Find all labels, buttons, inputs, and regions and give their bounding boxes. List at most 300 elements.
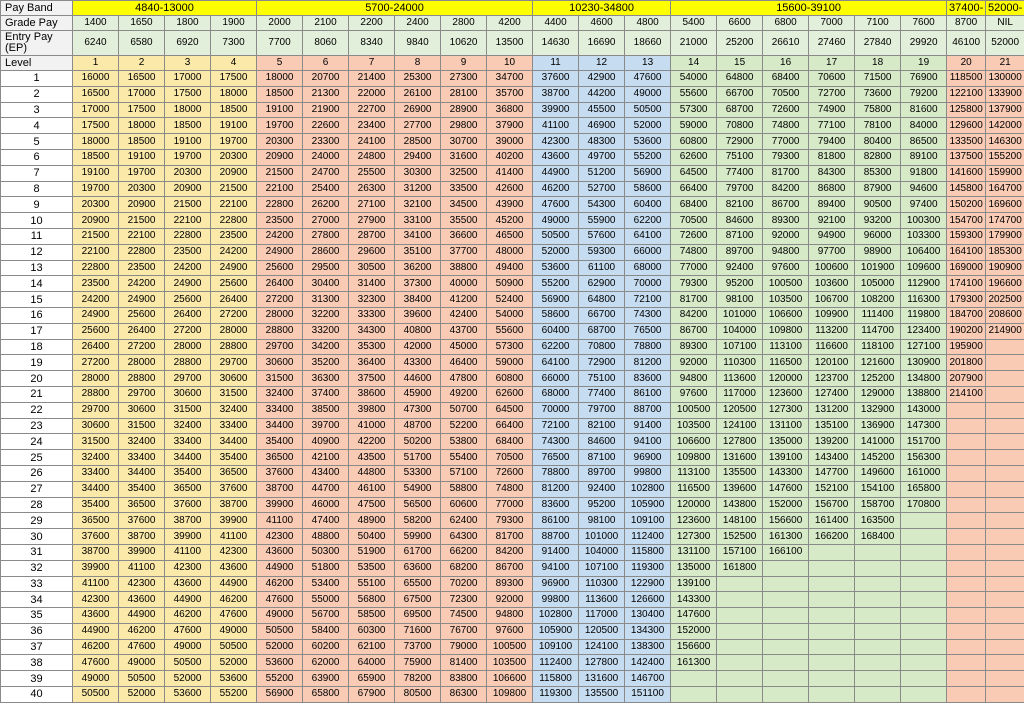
level-header-cell: 13 — [625, 56, 671, 71]
pay-cell: 62200 — [533, 339, 579, 355]
pay-cell: 81700 — [487, 529, 533, 545]
pay-cell: 32300 — [349, 292, 395, 308]
pay-cell: 35400 — [119, 481, 165, 497]
pay-cell: 27300 — [441, 71, 487, 87]
pay-cell: 81200 — [533, 481, 579, 497]
pay-cell: 16000 — [73, 71, 119, 87]
pay-cell: 132900 — [855, 402, 901, 418]
pay-cell: 86300 — [441, 687, 487, 703]
pay-cell: 28000 — [73, 371, 119, 387]
pay-cell: 68000 — [625, 260, 671, 276]
pay-cell: 44800 — [349, 465, 395, 481]
pay-cell: 29700 — [211, 355, 257, 371]
pay-cell: 39900 — [165, 529, 211, 545]
pay-cell: 53600 — [533, 260, 579, 276]
pay-cell: 18500 — [165, 118, 211, 134]
pay-cell: 27200 — [73, 355, 119, 371]
pay-cell: 70600 — [809, 71, 855, 87]
pay-cell: 75800 — [855, 102, 901, 118]
grade-pay-cell: 7600 — [901, 16, 947, 31]
pay-cell — [986, 481, 1024, 497]
pay-cell: 43600 — [73, 608, 119, 624]
pay-cell: 106700 — [809, 292, 855, 308]
pay-cell: 44200 — [579, 86, 625, 102]
pay-cell: 166100 — [763, 544, 809, 560]
pay-cell: 46200 — [165, 608, 211, 624]
grade-pay-cell: 7100 — [855, 16, 901, 31]
pay-cell: 79300 — [763, 149, 809, 165]
pay-cell: 49000 — [165, 639, 211, 655]
pay-cell: 152000 — [671, 623, 717, 639]
pay-cell: 34700 — [487, 71, 533, 87]
pay-cell: 63900 — [303, 671, 349, 687]
pay-cell: 134300 — [625, 623, 671, 639]
pay-cell: 21500 — [73, 228, 119, 244]
grade-pay-cell: 4600 — [579, 16, 625, 31]
pay-cell: 27200 — [119, 339, 165, 355]
pay-cell — [809, 608, 855, 624]
pay-cell: 41100 — [165, 544, 211, 560]
pay-cell: 31200 — [395, 181, 441, 197]
pay-matrix-row — [1, 244, 1024, 260]
pay-cell: 28000 — [211, 323, 257, 339]
pay-cell: 170800 — [901, 497, 947, 513]
pay-cell: 42900 — [579, 71, 625, 87]
pay-cell: 49700 — [579, 149, 625, 165]
pay-cell: 86700 — [487, 560, 533, 576]
pay-cell: 83600 — [533, 497, 579, 513]
pay-cell — [901, 655, 947, 671]
pay-cell: 131100 — [671, 544, 717, 560]
entry-pay-cell: 26610 — [763, 31, 809, 56]
pay-cell: 100500 — [487, 639, 533, 655]
pay-cell: 27800 — [303, 228, 349, 244]
pay-cell: 18500 — [73, 149, 119, 165]
pay-cell: 190200 — [947, 323, 986, 339]
pay-cell: 19100 — [73, 165, 119, 181]
pay-cell: 22800 — [119, 244, 165, 260]
pay-cell: 22100 — [211, 197, 257, 213]
pay-cell: 94800 — [763, 244, 809, 260]
pay-cell — [986, 592, 1024, 608]
pay-cell: 48800 — [303, 529, 349, 545]
pay-cell: 31400 — [349, 276, 395, 292]
level-header-cell: 14 — [671, 56, 717, 71]
pay-cell: 202500 — [986, 292, 1024, 308]
pay-cell: 71600 — [395, 623, 441, 639]
pay-cell: 94900 — [809, 228, 855, 244]
pay-cell: 50900 — [487, 276, 533, 292]
pay-cell: 161800 — [717, 560, 763, 576]
pay-cell: 44900 — [533, 165, 579, 181]
pay-cell: 26900 — [395, 102, 441, 118]
pay-cell: 75900 — [395, 655, 441, 671]
pay-cell: 120000 — [763, 371, 809, 387]
row-index-cell: 20 — [1, 371, 73, 387]
pay-cell: 70000 — [625, 276, 671, 292]
pay-cell: 161300 — [763, 529, 809, 545]
pay-cell: 161300 — [671, 655, 717, 671]
pay-cell: 24800 — [349, 149, 395, 165]
pay-cell — [809, 687, 855, 703]
pay-cell: 37600 — [257, 465, 303, 481]
pay-cell: 27200 — [257, 292, 303, 308]
pay-cell: 52000 — [533, 244, 579, 260]
pay-cell: 41000 — [349, 418, 395, 434]
pay-cell: 31600 — [441, 149, 487, 165]
pay-cell: 32200 — [303, 307, 349, 323]
pay-cell: 29800 — [441, 118, 487, 134]
pay-cell: 74300 — [625, 307, 671, 323]
pay-cell: 68700 — [579, 323, 625, 339]
pay-cell: 78800 — [625, 339, 671, 355]
pay-cell: 47600 — [211, 608, 257, 624]
pay-cell: 37600 — [165, 497, 211, 513]
pay-cell: 25500 — [349, 165, 395, 181]
pay-cell: 84200 — [671, 307, 717, 323]
pay-cell: 83800 — [441, 671, 487, 687]
pay-cell: 134800 — [901, 371, 947, 387]
pay-cell: 42600 — [487, 181, 533, 197]
pay-cell: 56700 — [303, 608, 349, 624]
pay-cell: 85300 — [855, 165, 901, 181]
pay-cell: 27700 — [395, 118, 441, 134]
level-row — [1, 56, 1024, 71]
pay-cell: 106600 — [487, 671, 533, 687]
pay-cell: 40800 — [395, 323, 441, 339]
pay-cell: 30600 — [211, 371, 257, 387]
pay-cell: 151100 — [625, 687, 671, 703]
grade-pay-cell: 2200 — [349, 16, 395, 31]
pay-cell: 87900 — [855, 181, 901, 197]
pay-cell: 143400 — [809, 450, 855, 466]
pay-cell: 19100 — [165, 134, 211, 150]
pay-cell: 130400 — [625, 608, 671, 624]
pay-cell: 116600 — [809, 339, 855, 355]
pay-cell: 37900 — [487, 118, 533, 134]
grade-pay-cell: 2400 — [395, 16, 441, 31]
pay-cell: 72300 — [441, 592, 487, 608]
pay-cell: 113100 — [763, 339, 809, 355]
pay-cell — [901, 671, 947, 687]
pay-cell: 65500 — [395, 576, 441, 592]
pay-cell: 141000 — [855, 434, 901, 450]
pay-cell: 39900 — [533, 102, 579, 118]
pay-cell: 127800 — [717, 434, 763, 450]
pay-cell: 63600 — [395, 560, 441, 576]
pay-cell: 74800 — [671, 244, 717, 260]
pay-cell: 43600 — [257, 544, 303, 560]
pay-cell — [986, 671, 1024, 687]
pay-cell: 22800 — [257, 197, 303, 213]
pay-cell: 32100 — [395, 197, 441, 213]
pay-cell: 38700 — [257, 481, 303, 497]
pay-cell: 46900 — [579, 118, 625, 134]
pay-cell — [763, 592, 809, 608]
pay-cell: 70000 — [533, 402, 579, 418]
pay-cell: 28800 — [257, 323, 303, 339]
pay-cell: 62600 — [487, 386, 533, 402]
pay-cell: 22100 — [257, 181, 303, 197]
pay-cell: 55100 — [349, 576, 395, 592]
pay-cell — [809, 560, 855, 576]
pay-cell: 70200 — [441, 576, 487, 592]
pay-cell: 47600 — [73, 655, 119, 671]
pay-cell: 94100 — [533, 560, 579, 576]
pay-cell: 39900 — [257, 497, 303, 513]
pay-cell: 143000 — [901, 402, 947, 418]
pay-matrix-row — [1, 608, 1024, 624]
pay-cell — [901, 513, 947, 529]
level-header-cell: 10 — [487, 56, 533, 71]
pay-cell — [763, 576, 809, 592]
pay-cell: 89300 — [487, 576, 533, 592]
pay-cell: 84600 — [579, 434, 625, 450]
pay-cell: 62200 — [625, 213, 671, 229]
pay-cell: 37600 — [119, 513, 165, 529]
pay-cell — [901, 560, 947, 576]
pay-cell: 28600 — [303, 244, 349, 260]
pay-cell — [986, 576, 1024, 592]
pay-cell: 52000 — [211, 655, 257, 671]
pay-cell — [763, 655, 809, 671]
row-index-cell: 14 — [1, 276, 73, 292]
row-index-cell: 9 — [1, 197, 73, 213]
row-index-cell: 17 — [1, 323, 73, 339]
pay-cell: 79000 — [441, 639, 487, 655]
pay-cell: 53500 — [349, 560, 395, 576]
pay-cell: 34300 — [349, 323, 395, 339]
pay-cell: 29400 — [395, 149, 441, 165]
pay-cell: 116500 — [671, 481, 717, 497]
pay-cell — [763, 687, 809, 703]
pay-cell: 51900 — [349, 544, 395, 560]
pay-cell: 60600 — [441, 497, 487, 513]
level-label: Level — [1, 56, 73, 71]
pay-cell: 58400 — [303, 623, 349, 639]
pay-cell: 48300 — [579, 134, 625, 150]
pay-cell: 133900 — [986, 86, 1024, 102]
pay-cell: 150200 — [947, 197, 986, 213]
pay-cell: 36500 — [211, 465, 257, 481]
pay-cell: 24200 — [119, 276, 165, 292]
pay-cell: 52000 — [257, 639, 303, 655]
row-index-cell: 1 — [1, 71, 73, 87]
row-index-cell: 18 — [1, 339, 73, 355]
pay-cell: 88700 — [625, 402, 671, 418]
pay-cell: 58500 — [349, 608, 395, 624]
pay-cell: 179300 — [947, 292, 986, 308]
entry-pay-cell: 27460 — [809, 31, 855, 56]
pay-cell: 87100 — [717, 228, 763, 244]
pay-cell: 117000 — [717, 386, 763, 402]
pay-cell: 179900 — [986, 228, 1024, 244]
pay-cell: 77000 — [487, 497, 533, 513]
pay-cell: 61100 — [579, 260, 625, 276]
pay-cell — [901, 529, 947, 545]
pay-cell: 139600 — [717, 481, 763, 497]
pay-matrix-row — [1, 418, 1024, 434]
pay-cell: 88700 — [533, 529, 579, 545]
pay-cell — [947, 450, 986, 466]
pay-cell: 125200 — [855, 371, 901, 387]
pay-cell: 126600 — [625, 592, 671, 608]
pay-cell: 64100 — [625, 228, 671, 244]
pay-cell — [947, 402, 986, 418]
grade-pay-row — [1, 16, 1024, 31]
level-header-cell: 6 — [303, 56, 349, 71]
pay-cell: 65800 — [303, 687, 349, 703]
pay-cell: 42300 — [73, 592, 119, 608]
pay-cell: 64300 — [441, 529, 487, 545]
pay-cell: 25600 — [211, 276, 257, 292]
pay-cell: 81200 — [625, 355, 671, 371]
pay-cell: 138300 — [625, 639, 671, 655]
pay-cell — [947, 560, 986, 576]
pay-cell: 17000 — [165, 71, 211, 87]
pay-cell: 79700 — [717, 181, 763, 197]
pay-cell: 147700 — [809, 465, 855, 481]
level-header-cell: 16 — [763, 56, 809, 71]
pay-cell: 87100 — [579, 450, 625, 466]
pay-cell: 36800 — [487, 102, 533, 118]
pay-cell: 104000 — [717, 323, 763, 339]
pay-cell — [986, 434, 1024, 450]
pay-cell: 26400 — [257, 276, 303, 292]
pay-cell — [986, 560, 1024, 576]
pay-cell: 145200 — [855, 450, 901, 466]
pay-cell: 70500 — [763, 86, 809, 102]
pay-cell: 112900 — [901, 276, 947, 292]
pay-cell: 72600 — [487, 465, 533, 481]
pay-cell: 81600 — [901, 102, 947, 118]
pay-cell — [947, 576, 986, 592]
pay-cell — [986, 623, 1024, 639]
pay-cell: 84200 — [487, 544, 533, 560]
pay-cell: 20300 — [165, 165, 211, 181]
pay-cell — [901, 639, 947, 655]
pay-cell: 64500 — [487, 402, 533, 418]
pay-cell: 39800 — [349, 402, 395, 418]
pay-cell: 72900 — [717, 134, 763, 150]
pay-matrix-row — [1, 86, 1024, 102]
pay-cell: 24900 — [211, 260, 257, 276]
pay-cell: 77000 — [671, 260, 717, 276]
pay-cell: 37600 — [211, 481, 257, 497]
pay-cell: 50500 — [625, 102, 671, 118]
pay-cell: 92100 — [809, 213, 855, 229]
pay-cell: 137900 — [986, 102, 1024, 118]
pay-cell: 49000 — [119, 655, 165, 671]
pay-matrix-row — [1, 118, 1024, 134]
pay-cell: 45900 — [395, 386, 441, 402]
pay-cell: 28000 — [119, 355, 165, 371]
pay-cell: 52700 — [579, 181, 625, 197]
pay-cell: 38700 — [119, 529, 165, 545]
pay-cell: 109600 — [901, 260, 947, 276]
pay-cell: 64000 — [349, 655, 395, 671]
level-header-cell: 2 — [119, 56, 165, 71]
pay-cell: 214900 — [986, 323, 1024, 339]
pay-cell: 145800 — [947, 181, 986, 197]
pay-cell: 92000 — [671, 355, 717, 371]
pay-cell: 45000 — [441, 339, 487, 355]
pay-cell: 101000 — [717, 307, 763, 323]
pay-cell: 114700 — [855, 323, 901, 339]
pay-cell: 106400 — [901, 244, 947, 260]
pay-cell: 95200 — [579, 497, 625, 513]
pay-cell — [901, 544, 947, 560]
pay-cell: 28100 — [441, 86, 487, 102]
pay-cell — [717, 592, 763, 608]
pay-cell: 24900 — [165, 276, 211, 292]
pay-cell: 50200 — [395, 434, 441, 450]
pay-cell: 35700 — [487, 86, 533, 102]
grade-pay-cell: 5400 — [671, 16, 717, 31]
entry-pay-cell: 25200 — [717, 31, 763, 56]
pay-cell: 56500 — [395, 497, 441, 513]
pay-cell: 89700 — [717, 244, 763, 260]
row-index-cell: 24 — [1, 434, 73, 450]
level-header-cell: 1 — [73, 56, 119, 71]
pay-band-cell: 5700-24000 — [257, 1, 533, 16]
pay-cell: 22800 — [211, 213, 257, 229]
pay-cell: 57100 — [441, 465, 487, 481]
pay-cell: 47400 — [303, 513, 349, 529]
pay-cell: 18000 — [165, 102, 211, 118]
pay-cell: 21500 — [165, 197, 211, 213]
pay-cell: 23400 — [349, 118, 395, 134]
pay-cell: 44900 — [165, 592, 211, 608]
pay-cell — [717, 687, 763, 703]
pay-cell — [763, 560, 809, 576]
pay-cell: 52400 — [487, 292, 533, 308]
pay-cell: 24700 — [303, 165, 349, 181]
pay-cell: 20300 — [257, 134, 303, 150]
pay-band-cell: 4840-13000 — [73, 1, 257, 16]
pay-cell: 131600 — [717, 450, 763, 466]
pay-cell: 27200 — [165, 323, 211, 339]
pay-cell: 41100 — [533, 118, 579, 134]
pay-cell: 36500 — [257, 450, 303, 466]
pay-cell: 30600 — [73, 418, 119, 434]
pay-cell: 20900 — [211, 165, 257, 181]
pay-cell: 44900 — [257, 560, 303, 576]
pay-cell: 38700 — [73, 544, 119, 560]
pay-cell: 130900 — [901, 355, 947, 371]
pay-cell: 26400 — [73, 339, 119, 355]
pay-cell: 23300 — [303, 134, 349, 150]
pay-cell: 74300 — [533, 434, 579, 450]
pay-cell: 83600 — [625, 371, 671, 387]
pay-cell: 66400 — [487, 418, 533, 434]
pay-cell: 55900 — [579, 213, 625, 229]
pay-cell: 33300 — [349, 307, 395, 323]
pay-cell: 71500 — [855, 71, 901, 87]
pay-cell: 80400 — [855, 134, 901, 150]
pay-cell: 30600 — [165, 386, 211, 402]
pay-cell: 127400 — [809, 386, 855, 402]
pay-cell: 66700 — [579, 307, 625, 323]
pay-cell: 214100 — [947, 386, 986, 402]
pay-cell: 103600 — [809, 276, 855, 292]
entry-pay-cell: 21000 — [671, 31, 717, 56]
pay-cell: 30500 — [349, 260, 395, 276]
pay-cell: 120100 — [809, 355, 855, 371]
pay-cell: 123600 — [671, 513, 717, 529]
pay-cell: 21900 — [303, 102, 349, 118]
pay-cell: 91400 — [625, 418, 671, 434]
